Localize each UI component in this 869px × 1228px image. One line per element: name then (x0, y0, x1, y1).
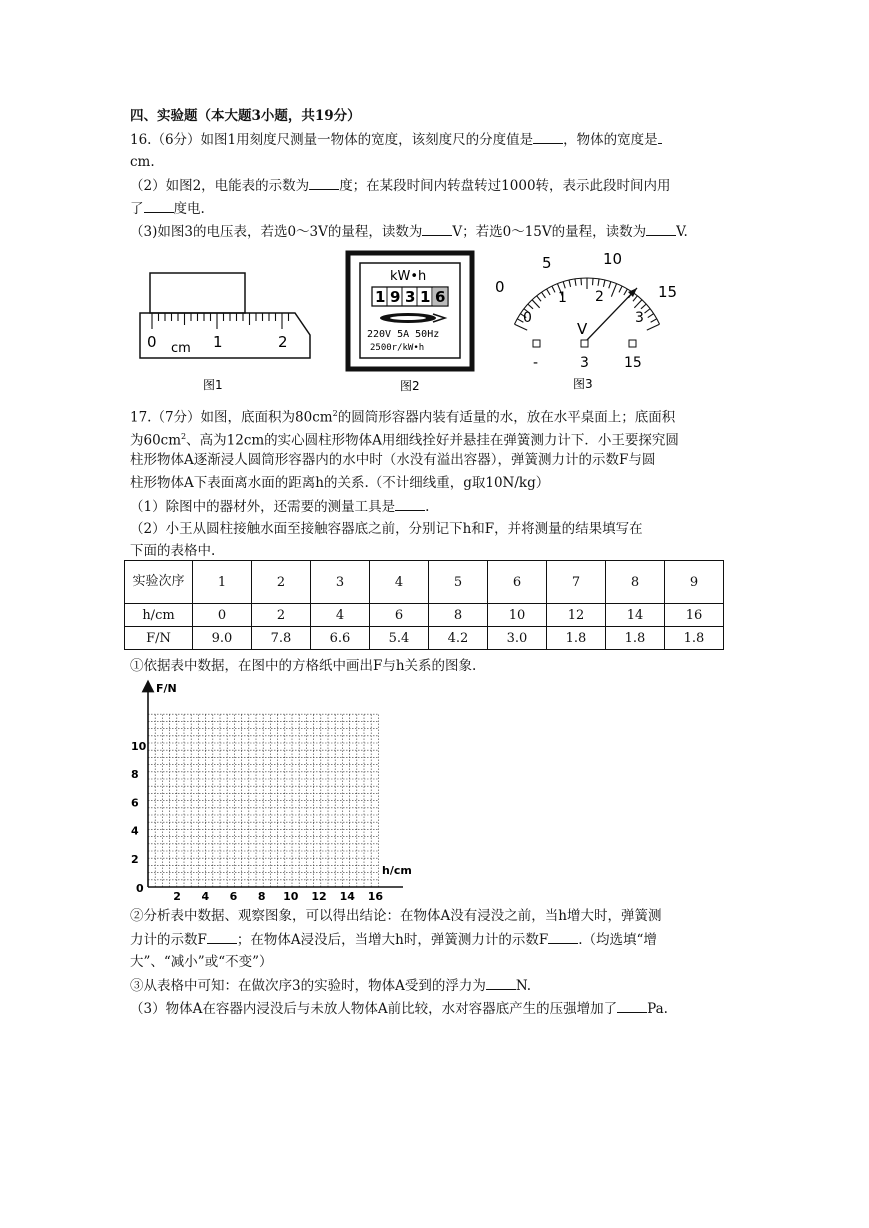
voltmeter-tick (648, 314, 654, 318)
table-cell: 10 (488, 604, 547, 627)
y-axis-label: F/N (156, 682, 177, 695)
q17-line1: 17.（7分）如图，底面积为$80cm^2$的圆筒形容器内装有适量的水，放在水平桌面上；底面积 (130, 409, 676, 426)
origin-label: 0 (136, 882, 144, 895)
voltmeter-tick (569, 280, 571, 287)
row-header: F/N (125, 627, 193, 650)
table-cell: 3.0 (488, 627, 547, 650)
y-tick-label: 6 (131, 796, 139, 810)
q17b-line3: 大”、“减小”或“不变”） (130, 954, 273, 970)
data-table (124, 560, 724, 650)
q17b-line1: ②分析表中数据、观察图象，可以得出结论：在物体A没有浸没之前，当h增大时，弹簧测 (130, 908, 662, 924)
meter-digit: 1 (420, 288, 431, 306)
voltmeter-inner-label: 0 (523, 310, 532, 326)
table-cell: 9.0 (193, 627, 252, 650)
voltmeter-tick (651, 319, 657, 322)
voltmeter-tick (541, 292, 545, 298)
answer-blank[interactable] (486, 976, 516, 990)
voltmeter-tick (647, 324, 660, 330)
q17-line6: （2）小王从圆柱接触水面至接触容器底之前，分别记下h和F，并将测量的结果填写在 (130, 521, 643, 537)
table-cell: 1 (193, 561, 252, 604)
y-tick-label: 4 (131, 824, 139, 838)
ruler-label-2: 2 (278, 333, 288, 351)
table-row (125, 627, 724, 650)
x-tick-label: 2 (173, 890, 181, 900)
figure3-caption: 图3 (573, 377, 593, 391)
q17-line3: 柱形物体A逐渐浸人圆筒形容器内的水中时（水没有溢出容器），弹簧测力计的示数F与圆 (130, 452, 656, 468)
meter-spec-2: 2500r/kW•h (370, 343, 425, 353)
figure-voltmeter (485, 248, 695, 395)
voltmeter-inner-label: 2 (595, 289, 604, 305)
terminal-label: 3 (580, 355, 589, 371)
voltmeter-outer-label: 0 (495, 278, 505, 296)
meter-unit-label: kW•h (390, 269, 427, 284)
x-tick-labels (173, 890, 383, 900)
voltmeter-inner-label: 3 (635, 310, 644, 326)
answer-blank[interactable] (422, 222, 452, 236)
answer-blank[interactable] (658, 130, 662, 144)
q17b-line2: 力计的示数F ；在物体A浸没后，当增大h时，弹簧测力计的示数F .（均选填“增 (130, 932, 657, 948)
answer-blank[interactable] (548, 930, 578, 944)
ruler-unit: cm (171, 341, 191, 356)
voltmeter-tick (532, 300, 540, 308)
table-cell: 9 (665, 561, 724, 604)
figure2-caption: 图2 (400, 379, 420, 393)
y-tick-label: 8 (131, 768, 139, 782)
x-tick-label: 12 (311, 890, 327, 900)
answer-blank[interactable] (533, 130, 563, 144)
q17-line2: 为$60cm^2$、高为12cm的实心圆柱形物体A用细线拴好并悬挂在弹簧测力计下．小王要探究圆 (130, 432, 679, 449)
measured-block (150, 273, 245, 313)
terminal-square (581, 340, 588, 347)
voltmeter-tick (528, 304, 533, 309)
voltmeter-tick (598, 279, 599, 286)
voltmeter-tick (547, 289, 551, 295)
row-header: h/cm (125, 604, 193, 627)
q16-line1: 16.（6分）如图1用刻度尺测量一物体的宽度，该刻度尺的分度值是 ，物体的宽度是 (130, 130, 662, 149)
figure-ruler (135, 265, 315, 395)
voltmeter-tick (575, 279, 576, 286)
q16-line3: （2）如图2，电能表的示数为 度；在某段时间内转盘转过1000转，表示此段时间内用 (130, 178, 671, 194)
graph-instruction: ①依据表中数据，在图中的方格纸中画出F与h关系的图象. (130, 658, 477, 674)
ruler-ticks (152, 313, 289, 329)
voltmeter-outer-label: 15 (658, 283, 678, 301)
voltmeter-outer-label: 5 (542, 254, 552, 272)
voltmeter-tick (603, 280, 605, 287)
table-cell: 4 (311, 604, 370, 627)
q17-line4: 柱形物体A下表面离水面的距离h的关系.（不计细线重，g取10N/kg） (130, 475, 550, 491)
table-row (125, 561, 724, 604)
x-axis-label: h/cm (382, 864, 412, 877)
q17b-line4: ③从表格中可知：在做次序3的实验时，物体A受到的浮力为 N. (130, 978, 532, 994)
figure1-caption: 图1 (203, 378, 223, 392)
q16-line4: 了 度电. (130, 201, 205, 217)
voltmeter-tick (593, 278, 594, 285)
voltmeter-tick (619, 286, 622, 292)
table-cell: 7.8 (252, 627, 311, 650)
answer-blank[interactable] (144, 199, 174, 213)
table-cell: 6.6 (311, 627, 370, 650)
x-tick-label: 14 (339, 890, 355, 900)
answer-blank[interactable] (395, 497, 425, 511)
voltmeter-tick (641, 304, 646, 309)
voltmeter-symbol: V (577, 320, 588, 338)
table-cell: 2 (252, 561, 311, 604)
terminal-square (629, 340, 636, 347)
voltmeter-tick (581, 278, 582, 285)
terminal-label: 15 (624, 355, 642, 371)
section-title: 四、实验题（本大题3小题，共19分） (130, 108, 361, 124)
q17-line5: （1）除图中的器材外，还需要的测量工具是 . (130, 499, 430, 515)
voltmeter-tick (563, 282, 565, 289)
table-cell: 5 (429, 561, 488, 604)
ruler-label-1: 1 (213, 333, 223, 351)
figure-energy-meter (345, 250, 475, 395)
voltmeter-tick (611, 284, 616, 297)
terminal-label: - (533, 355, 539, 371)
x-tick-label: 10 (283, 890, 299, 900)
voltmeter-tick (624, 289, 628, 295)
table-cell: 4 (370, 561, 429, 604)
table-cell: 5.4 (370, 627, 429, 650)
table-cell: 8 (606, 561, 665, 604)
table-cell: 4.2 (429, 627, 488, 650)
answer-blank[interactable] (646, 222, 676, 236)
ruler-label-0: 0 (147, 333, 157, 351)
voltmeter-tick (609, 282, 611, 289)
y-tick-label: 2 (131, 852, 139, 866)
terminal-square (533, 340, 540, 347)
graph-paper (128, 678, 418, 900)
table-cell: 1.8 (547, 627, 606, 650)
x-tick-label: 16 (367, 890, 384, 900)
meter-digit: 1 (375, 288, 386, 306)
q17-line7: 下面的表格中. (130, 543, 216, 559)
meter-digit: 6 (435, 288, 446, 306)
row-header: 实验次序 (125, 561, 193, 604)
table-cell: 1.8 (665, 627, 724, 650)
meter-digits (375, 287, 447, 306)
voltmeter-inner-label: 1 (558, 290, 567, 306)
q17b-line5: （3）物体A在容器内浸没后与未放人物体A前比较，水对容器底产生的压强增加了 Pa. (130, 1001, 668, 1017)
table-cell: 8 (429, 604, 488, 627)
y-tick-labels (131, 740, 147, 866)
voltmeter-tick (633, 296, 637, 301)
answer-blank[interactable] (617, 999, 647, 1013)
x-tick-label: 4 (201, 890, 210, 900)
table-cell: 3 (311, 561, 370, 604)
x-tick-label: 6 (229, 890, 238, 900)
table-cell: 7 (547, 561, 606, 604)
table-cell: 6 (370, 604, 429, 627)
table-cell: 1.8 (606, 627, 665, 650)
graph-grid (148, 714, 378, 887)
q16-line2: cm. (130, 154, 155, 170)
meter-digit: 3 (405, 288, 416, 306)
voltmeter-tick (552, 286, 555, 292)
voltmeter-tick (645, 309, 651, 313)
table-cell: 0 (193, 604, 252, 627)
q16-line5: （3)如图3的电压表，若选0～3V的量程，读数为 V；若选0～15V的量程，读数为 V. (130, 224, 688, 240)
y-tick-label: 10 (131, 739, 147, 753)
voltmeter-tick (634, 300, 642, 308)
table-row (125, 604, 724, 627)
table-cell: 2 (252, 604, 311, 627)
table-cell: 16 (665, 604, 724, 627)
voltmeter-tick (537, 296, 541, 301)
answer-blank[interactable] (309, 176, 339, 190)
answer-blank[interactable] (207, 930, 237, 944)
meter-digit: 9 (390, 288, 401, 306)
x-tick-label: 8 (257, 890, 266, 900)
table-cell: 14 (606, 604, 665, 627)
meter-spec-1: 220V 5A 50Hz (367, 329, 440, 340)
meter-disc-icon (380, 313, 445, 323)
table-cell: 6 (488, 561, 547, 604)
voltmeter-outer-label: 10 (603, 250, 623, 268)
table-cell: 12 (547, 604, 606, 627)
